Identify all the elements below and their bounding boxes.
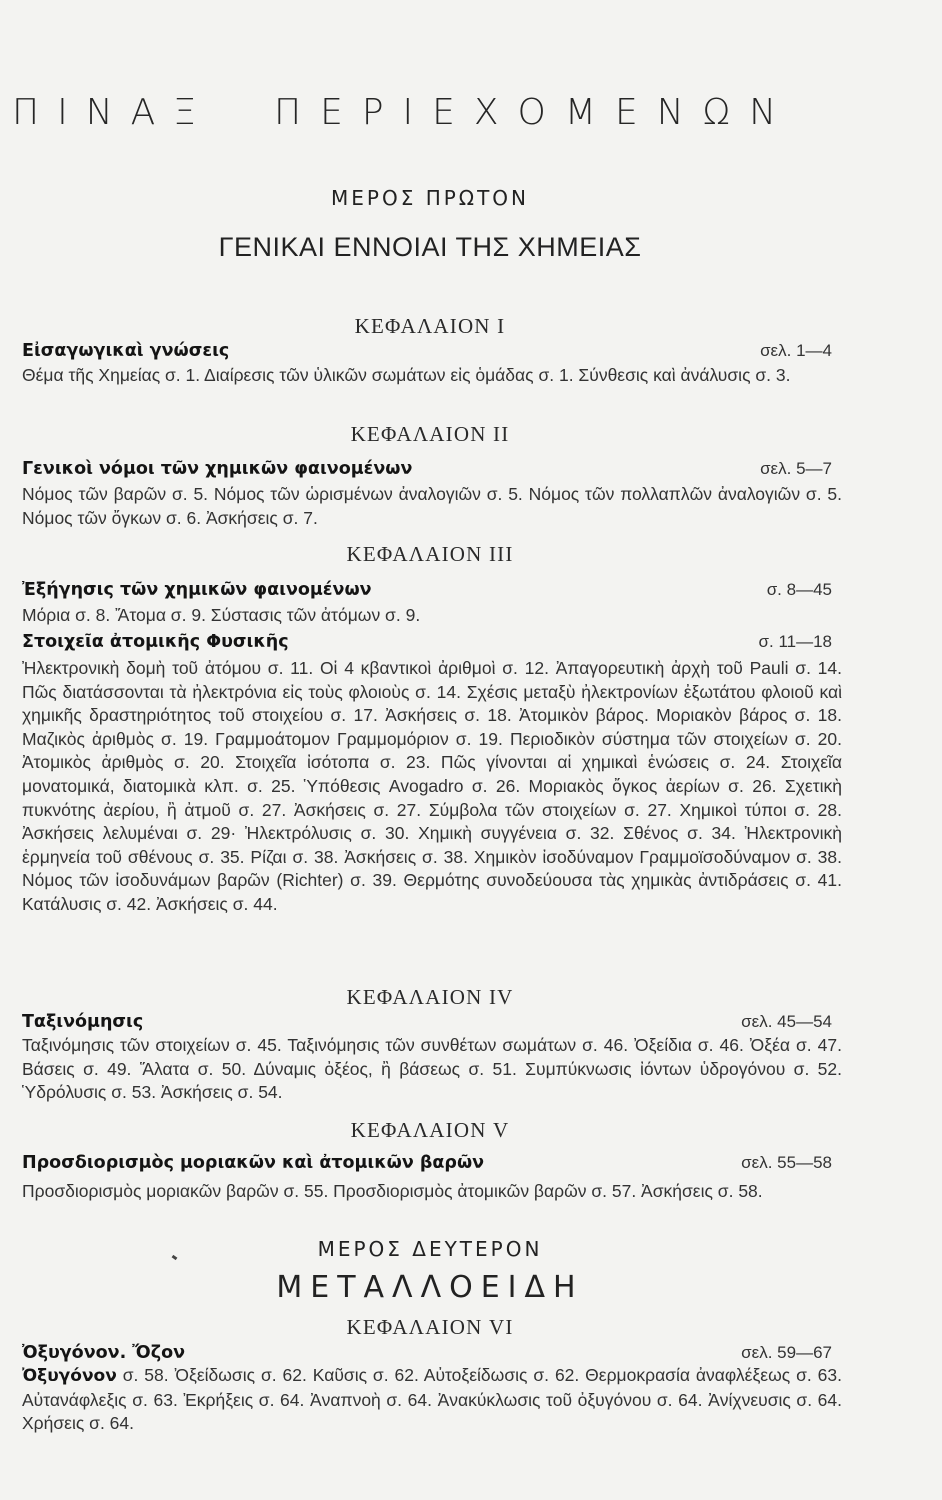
part-one-subtitle: ΓΕΝΙΚΑΙ ΕΝΝΟΙΑΙ ΤΗΣ ΧΗΜΕΙΑΣ	[218, 232, 642, 262]
chapter-2-label: ΚΕΦΑΛΑΙΟΝ II	[350, 422, 510, 446]
title-word-2: ΠΕΡΙΕΧΟΜΕΝΩΝ	[274, 92, 796, 133]
chapter-1-contents: Θέμα τῆς Χημείας σ. 1. Διαίρεσις τῶν ὑλικῶν σωμάτων εἰς ὁμάδας σ. 1. Σύνθεσις καὶ ἀνάλυσις σ. 3.	[22, 365, 791, 385]
part-two-label: ΜΕΡΟΣ ΔΕΥΤΕΡΟΝ	[317, 1237, 543, 1261]
chapter-4-title: Ταξινόμησις	[22, 1012, 144, 1032]
chapter-4-contents: Ταξινόμησις τῶν στοιχείων σ. 45. Ταξινόμησις τῶν συνθέτων σωμάτων σ. 46. Ὀξείδια σ. 46. Ὀξέα σ. 47. Βάσεις σ. 49. Ἅλατα σ. 50. Δύναμις ὀξέος, ἢ βάσεως σ. 51. Συμπύκνωσις ἰόντων ὑδρογόνου σ. 52. Ὑδρόλυσις σ. 53. Ἀσκήσεις σ. 54.	[22, 1035, 842, 1103]
chapter-5-contents: Προσδιορισμὸς μοριακῶν βαρῶν σ. 55. Προσδιορισμὸς ἀτομικῶν βαρῶν σ. 57. Ἀσκήσεις σ. 58.	[22, 1181, 763, 1201]
chapter-3-label: ΚΕΦΑΛΑΙΟΝ III	[346, 542, 514, 566]
chapter-3-subsection-pages: σ. 11—18	[758, 632, 832, 651]
chapter-5-pages: σελ. 55—58	[741, 1153, 832, 1172]
chapter-3-subsection-contents: Ἠλεκτρονικὴ δομὴ τοῦ ἀτόμου σ. 11. Οἱ 4 κβαντικοὶ ἀριθμοὶ σ. 12. Ἀπαγορευτικὴ ἀρχὴ τοῦ Pauli σ. 14. Πῶς διατάσσονται τὰ ἠλεκτρόνια εἰς τοὺς φλοιοὺς σ. 14. Σχέσις μεταξὺ ἠλεκτρονίων ἐξωτάτου φλοιοῦ καὶ χημικῆς δραστηριότητος τοῦ στοιχείου σ. 17. Ἀσκήσεις σ. 18. Ἀτομικὸν βάρος. Μοριακὸν βάρος σ. 18. Μαζικὸς ἀριθμὸς σ. 19. Γραμμοάτομον Γραμμομόριον σ. 19. Περιοδικὸν σύστημα τῶν στοιχείων σ. 20. Ἀτομικὸς ἀριθμὸς σ. 20. Στοιχεῖα ἰσότοπα σ. 23. Πῶς γίνονται αἱ χημικαὶ ἑνώσεις σ. 24. Στοιχεῖα μονατομικά, διατομικὰ κλπ. σ. 25. Ὑπόθεσις Avogadro σ. 26. Μοριακὸς ὄγκος ἀερίων σ. 26. Σχετικὴ πυκνότης ἀερίου, ἢ ἀτμοῦ σ. 27. Ἀσκήσεις σ. 27. Σύμβολα τῶν στοιχείων σ. 27. Χημικοὶ τύποι σ. 28. Ἀσκήσεις λελυμέναι σ. 29· Ἠλεκτρόλυσις σ. 30. Χημικὴ συγγένεια σ. 32. Σθένος σ. 34. Ἠλεκτρονικὴ ἑρμηνεία τοῦ σθένους σ. 35. Ρίζαι σ. 38. Ἀσκήσεις σ. 38. Χημικὸν ἰσοδύναμον Γραμμοϊσοδύναμον σ. 38. Νόμος τῶν ἰσοδυνάμων βαρῶν (Richter) σ. 39. Θερμότης συνοδεύουσα τὰς χημικὰς ἀντιδράσεις σ. 41. Κατάλυσις σ. 42. Ἀσκήσεις σ. 44.	[22, 658, 842, 914]
chapter-1-title: Εἰσαγωγικαὶ γνώσεις	[22, 341, 230, 361]
chapter-2-title: Γενικοὶ νόμοι τῶν χημικῶν φαινομένων	[22, 459, 413, 479]
chapter-3-heading	[22, 580, 832, 606]
chapter-5-title: Προσδιορισμὸς μοριακῶν καὶ ἀτομικῶν βαρῶν	[22, 1153, 485, 1173]
chapter-3-contents: Μόρια σ. 8. Ἄτομα σ. 9. Σύστασις τῶν ἀτόμων σ. 9.	[22, 605, 421, 625]
chapter-5-heading	[22, 1153, 832, 1179]
chapter-2-pages: σελ. 5—7	[760, 459, 832, 478]
chapter-4-pages: σελ. 45—54	[741, 1012, 832, 1031]
chapter-6-text: σ. 58. Ὀξείδωσις σ. 62. Καῦσις σ. 62. Αὐτοξείδωσις σ. 62. Θερμοκρασία ἀναφλέξεως σ. 63. Αὐτανάφλεξις σ. 63. Ἐκρήξεις σ. 64. Ἀναπνοὴ σ. 64. Ἀνακύκλωσις τοῦ ὀξυγόνου σ. 64. Ἀνίχνευσις σ. 64. Χρήσεις σ. 64.	[22, 1365, 842, 1434]
chapter-2-heading	[22, 459, 832, 485]
chapter-5-label: ΚΕΦΑΛΑΙΟΝ V	[350, 1118, 510, 1142]
chapter-6-subheading: Ὀξυγόνον	[22, 1366, 117, 1386]
chapter-3-subsection-title: Στοιχεῖα ἀτομικῆς Φυσικῆς	[22, 632, 289, 652]
chapter-6-title: Ὀξυγόνον. Ὄζον	[22, 1343, 186, 1363]
chapter-6-label: ΚΕΦΑΛΑΙΟΝ VI	[346, 1315, 514, 1339]
part-two-subtitle: ΜΕΤΑΛΛΟΕΙΔΗ	[276, 1270, 584, 1305]
chapter-6-pages: σελ. 59—67	[741, 1343, 832, 1362]
chapter-6-contents	[22, 1364, 842, 1436]
chapter-1-pages: σελ. 1—4	[760, 341, 832, 360]
chapter-1-label: ΚΕΦΑΛΑΙΟΝ I	[354, 314, 506, 338]
page-title	[12, 92, 832, 133]
chapter-4-label: ΚΕΦΑΛΑΙΟΝ IV	[346, 985, 514, 1009]
chapter-3-title: Ἐξήγησις τῶν χημικῶν φαινομένων	[22, 580, 372, 600]
chapter-3-subsection-heading	[22, 632, 832, 658]
part-one-label: ΜΕΡΟΣ ΠΡΩΤΟΝ	[331, 186, 529, 210]
chapter-3-pages: σ. 8—45	[766, 580, 832, 599]
chapter-2-contents: Νόμος τῶν βαρῶν σ. 5. Νόμος τῶν ὡρισμένων ἀναλογιῶν σ. 5. Νόμος τῶν πολλαπλῶν ἀναλογιῶν σ. 5. Νόμος τῶν ὄγκων σ. 6. Ἀσκήσεις σ. 7.	[22, 484, 842, 528]
title-word-1: ΠΙΝΑΞ	[12, 92, 214, 133]
